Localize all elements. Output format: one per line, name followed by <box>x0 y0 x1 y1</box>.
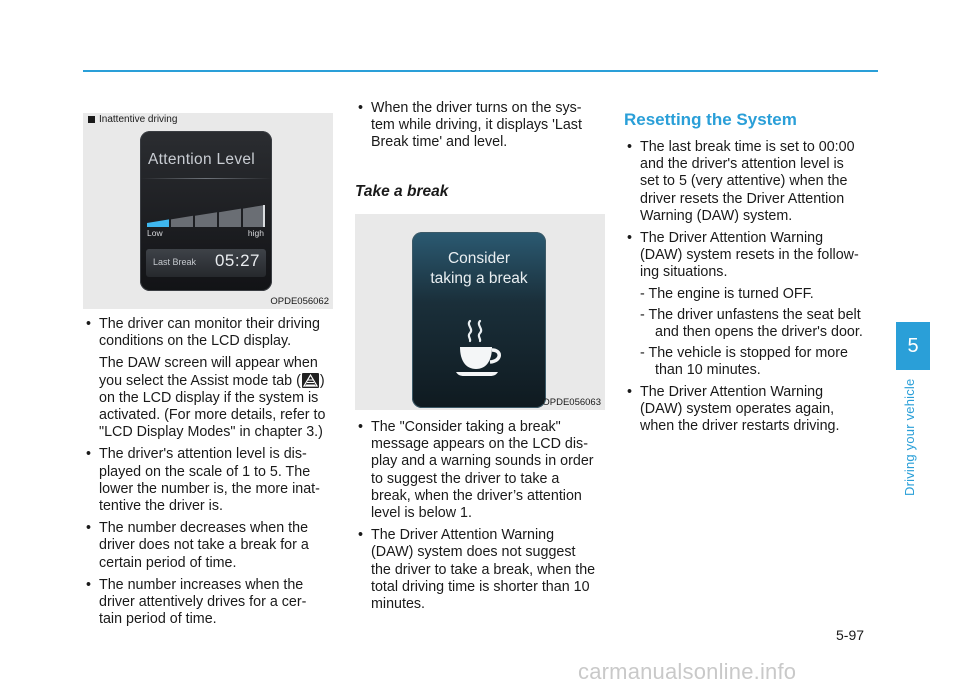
text-line: minutes. <box>371 596 426 613</box>
text-line: Warning (DAW) system. <box>640 207 793 224</box>
list-item <box>624 139 884 225</box>
level-bar-active <box>147 219 169 227</box>
display-message-line2: taking a break <box>430 270 528 287</box>
sub-item: - The engine is turned OFF. <box>640 285 814 302</box>
list-item <box>355 100 610 152</box>
display-title: Attention Level <box>148 151 256 168</box>
text-line: played on the scale of 1 to 5. The <box>99 463 311 480</box>
text-line: driver resets the Driver Attention <box>640 190 845 207</box>
chapter-title <box>902 378 924 496</box>
text-line: message appears on the LCD dis- <box>371 436 588 453</box>
text-line: total driving time is shorter than 10 <box>371 578 590 595</box>
text-line: • The "Consider taking a break" <box>371 419 561 435</box>
attention-level-bars <box>147 205 265 227</box>
text-line: certain period of time. <box>99 554 237 571</box>
text-line: lower the number is, the more inat- <box>99 480 320 497</box>
attention-level-display <box>140 131 272 291</box>
figure-consider-break <box>355 214 605 410</box>
figure-code: OPDE056063 <box>542 397 601 408</box>
list-item <box>355 419 610 522</box>
text-line: • The last break time is set to 00:00 <box>640 139 855 155</box>
section-heading-resetting: Resetting the System <box>624 110 797 129</box>
chapter-title-text: Driving your vehicle <box>902 378 917 496</box>
text-line: than 10 minutes. <box>655 362 761 379</box>
sub-item <box>624 307 884 341</box>
text-line: • The Driver Attention Warning <box>640 230 824 247</box>
page-number: 5-97 <box>836 627 865 643</box>
text-line: • When the driver turns on the sys- <box>371 100 582 116</box>
text-line: set to 5 (very attentive) when the <box>640 173 848 190</box>
paragraph <box>83 355 338 441</box>
text-line: The DAW screen will appear when <box>99 355 318 372</box>
text-span: you select the Assist mode tab ( <box>99 372 301 389</box>
caption-text: Inattentive driving <box>99 114 178 125</box>
level-bar-end-marker <box>263 205 265 227</box>
low-label: Low <box>147 228 163 238</box>
text-line: • The number decreases when the <box>99 520 309 537</box>
display-message-line1: Consider <box>447 250 511 267</box>
text-line: Break time' and level. <box>371 134 508 151</box>
list-item <box>83 520 338 572</box>
list-item <box>83 316 338 350</box>
display-divider <box>140 178 272 179</box>
caption-square-icon <box>88 116 95 123</box>
text-line: tentive the driver is. <box>99 498 223 515</box>
list-item <box>355 527 610 613</box>
section-heading-take-a-break: Take a break <box>355 183 449 200</box>
text-line: (DAW) system operates again, <box>640 400 835 417</box>
text-line: • The Driver Attention Warning <box>640 383 824 400</box>
text-line: • The Driver Attention Warning <box>371 527 555 544</box>
sub-item <box>624 345 884 379</box>
top-rule <box>83 70 878 72</box>
last-break-time: 05:27 <box>214 251 260 270</box>
text-line: to suggest the driver to take a <box>371 470 560 487</box>
text-line: tem while driving, it displays 'Last <box>371 117 582 134</box>
text-line: "LCD Display Modes" in chapter 3.) <box>99 424 323 441</box>
watermark: carmanualsonline.info <box>578 659 797 684</box>
text-line: (DAW) system does not suggest <box>371 544 576 561</box>
list-item <box>83 446 338 515</box>
figure-caption <box>88 114 177 125</box>
level-bar <box>243 205 265 227</box>
level-bar <box>195 212 217 227</box>
list-item <box>624 384 884 436</box>
text-line: ing situations. <box>640 264 728 281</box>
text-line: break, when the driver’s attention <box>371 487 582 504</box>
coffee-cup-icon <box>456 317 508 377</box>
text-line: (DAW) system resets in the follow- <box>640 247 859 264</box>
figure-inattentive-driving <box>83 113 333 309</box>
text-line: • The driver can monitor their driving <box>99 316 320 332</box>
text-line: • The number increases when the <box>99 576 304 593</box>
text-line: when the driver restarts driving. <box>640 418 840 435</box>
chapter-number-tab: 5 <box>896 322 930 370</box>
list-item <box>83 577 338 629</box>
text-line: the driver to take a break, when the <box>371 561 596 578</box>
list-item <box>624 230 884 282</box>
text-line: tain period of time. <box>99 611 217 628</box>
last-break-label: Last Break <box>153 257 197 267</box>
col2-intro <box>355 100 610 152</box>
text-line: conditions on the LCD display. <box>99 333 292 350</box>
col2-text <box>355 419 610 613</box>
consider-break-display <box>412 232 546 408</box>
text-line: on the LCD display if the system is <box>99 389 319 406</box>
assist-mode-icon <box>302 373 319 388</box>
text-line: - The driver unfastens the seat belt <box>640 306 861 323</box>
level-bar <box>171 216 193 227</box>
text-line: activated. (For more details, refer to <box>99 407 326 424</box>
text-line: driver does not take a break for a <box>99 537 309 554</box>
text-line: - The vehicle is stopped for more <box>640 345 848 362</box>
figure-code: OPDE056062 <box>270 296 329 307</box>
text-line: and then opens the driver's door. <box>655 324 863 341</box>
text-line: and the driver's attention level is <box>640 156 844 173</box>
col1-text <box>83 316 338 628</box>
level-bar <box>219 209 241 227</box>
text-line <box>99 373 338 390</box>
high-label: high <box>247 228 264 238</box>
last-break-panel <box>146 249 266 277</box>
text-line: driver attentively drives for a cer- <box>99 594 307 611</box>
text-span: ) <box>319 372 325 389</box>
text-line: level is below 1. <box>371 505 472 522</box>
col3-text <box>624 139 884 435</box>
text-line: • The driver's attention level is dis- <box>99 446 307 463</box>
text-line: play and a warning sounds in order <box>371 453 594 470</box>
